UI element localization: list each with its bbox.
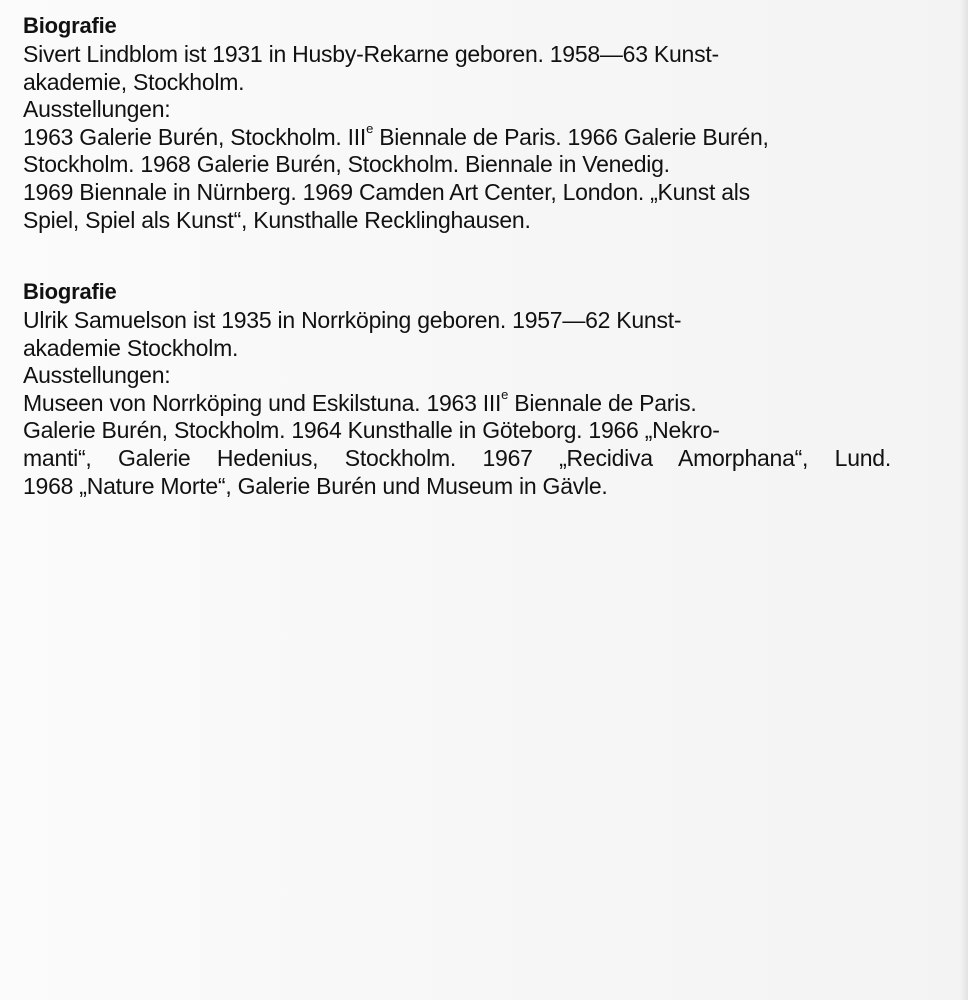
exhibitions-text-line: Stockholm. 1968 Galerie Burén, Stockholm. Biennale in Venedig. [23, 151, 670, 178]
biography-text-line: akademie Stockholm. [23, 334, 239, 361]
exhibitions-text-line: Spiel, Spiel als Kunst“, Kunsthalle Recklinghausen. [23, 206, 531, 233]
text-fragment: 1963 Galerie Burén, Stockholm. III [23, 123, 367, 150]
exhibitions-text-line [23, 121, 953, 152]
biography-section-samuelson [23, 278, 953, 500]
section-heading: Biografie [23, 13, 117, 38]
page-edge-shadow [960, 0, 968, 1000]
superscript-ordinal: e [366, 121, 374, 137]
section-heading: Biografie [23, 279, 117, 304]
exhibitions-text-line: Galerie Burén, Stockholm. 1964 Kunsthalle in Göteborg. 1966 „Nekro- [23, 417, 720, 444]
biography-text-line: akademie, Stockholm. [23, 68, 245, 95]
text-fragment: Biennale de Paris. 1966 Galerie Burén, [373, 123, 769, 150]
text-fragment: Museen von Norrköping und Eskilstuna. 1963 III [23, 389, 502, 416]
text-fragment: Biennale de Paris. [508, 389, 697, 416]
exhibitions-label: Ausstellungen: [23, 96, 171, 123]
exhibitions-text-line [23, 387, 953, 418]
exhibitions-text-line: 1968 „Nature Morte“, Galerie Burén und Museum in Gävle. [23, 472, 608, 499]
biography-text-line: Sivert Lindblom ist 1931 in Husby-Rekarne geboren. 1958—63 Kunst- [23, 41, 719, 67]
exhibitions-text-line: 1969 Biennale in Nürnberg. 1969 Camden Art Center, London. „Kunst als [23, 178, 750, 205]
exhibitions-label: Ausstellungen: [23, 362, 171, 389]
superscript-ordinal: e [501, 387, 509, 403]
biography-section-lindblom [23, 12, 953, 234]
exhibitions-text-line: manti“, Galerie Hedenius, Stockholm. 1967 „Recidiva Amorphana“, Lund. [23, 444, 891, 471]
biography-text-line: Ulrik Samuelson ist 1935 in Norrköping geboren. 1957—62 Kunst- [23, 307, 682, 333]
